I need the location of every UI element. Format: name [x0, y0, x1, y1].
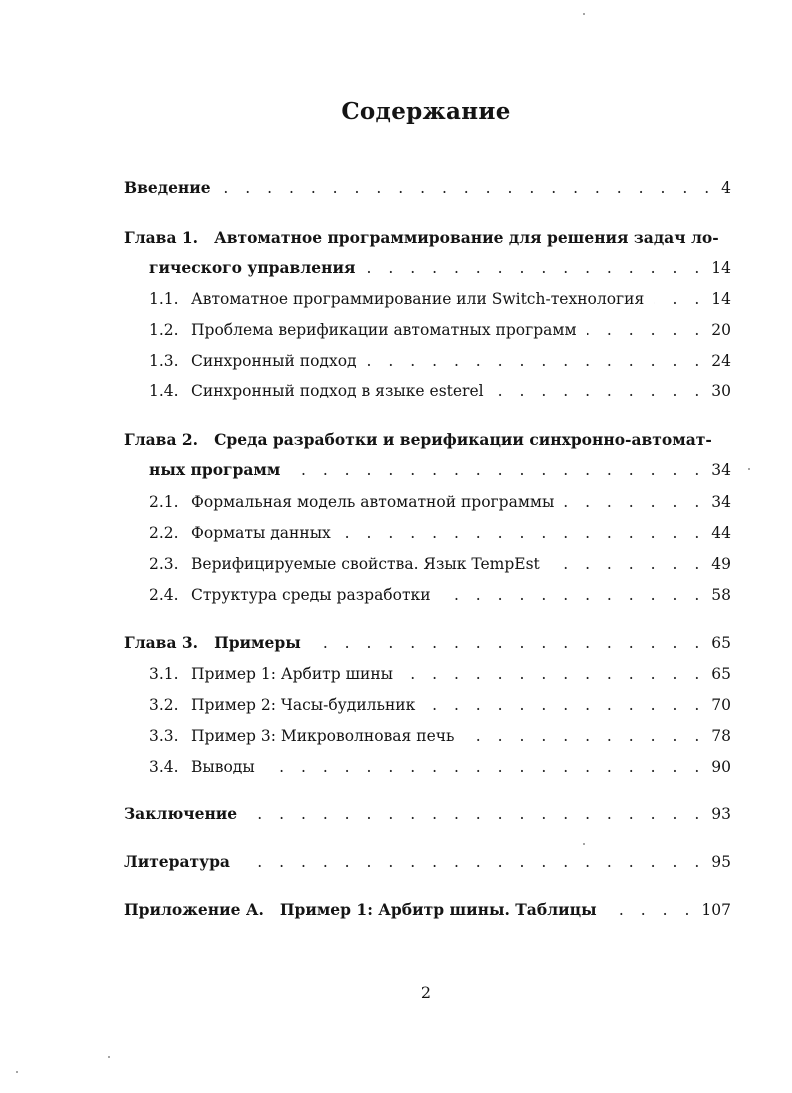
toc-section	[149, 584, 731, 606]
toc-section	[149, 380, 731, 402]
section-label: Верифицируемые свойства. Язык TempEst	[191, 555, 540, 573]
toc-entry-page: 4	[721, 179, 731, 197]
toc-chapter-1-heading	[124, 227, 731, 249]
scan-speck	[583, 843, 585, 845]
leader-dots	[550, 553, 705, 575]
section-page: 14	[711, 290, 731, 308]
chapter-title: Примеры	[214, 633, 301, 652]
leader-dots	[311, 632, 706, 654]
leader-dots	[265, 756, 706, 778]
section-page: 70	[711, 696, 731, 714]
section-page: 24	[711, 352, 731, 370]
leader-dots	[221, 177, 715, 199]
leader-dots	[441, 584, 706, 606]
toc-entry-conclusion	[124, 803, 731, 825]
toc-entry-intro	[124, 177, 731, 199]
section-number: 2.1.	[149, 493, 179, 511]
chapter-title-line1: Среда разработки и верификации синхронно-автомат-	[214, 430, 712, 449]
leader-dots	[290, 459, 705, 481]
section-page: 30	[711, 382, 731, 400]
page-number: 2	[420, 983, 432, 1002]
toc-entry-label: Литература	[124, 852, 230, 871]
toc-section	[149, 319, 731, 341]
section-label: Выводы	[191, 758, 255, 776]
scan-speck	[583, 13, 585, 15]
toc-section	[149, 553, 731, 575]
toc-entry-appendix-a	[124, 899, 731, 921]
toc-entry-page: 95	[711, 853, 731, 871]
toc-entry-page: 65	[711, 634, 731, 652]
leader-dots	[240, 851, 705, 873]
toc-entry-label: Заключение	[124, 804, 238, 823]
section-label: Автоматное программирование или Switch-технология	[191, 290, 645, 308]
appendix-number: Приложение А.	[124, 900, 264, 919]
section-number: 1.3.	[149, 352, 179, 370]
section-number: 3.2.	[149, 696, 179, 714]
toc-chapter-2-line2	[149, 459, 731, 481]
section-number: 2.2.	[149, 524, 179, 542]
section-label: Структура среды разработки	[191, 586, 431, 604]
section-number: 3.4.	[149, 758, 179, 776]
leader-dots	[341, 522, 705, 544]
leader-dots	[564, 491, 705, 513]
toc-section	[149, 725, 731, 747]
section-number: 1.4.	[149, 382, 179, 400]
leader-dots	[607, 899, 696, 921]
toc-section	[149, 288, 731, 310]
scan-speck	[16, 1071, 18, 1073]
leader-dots	[365, 257, 705, 279]
toc-section	[149, 522, 731, 544]
toc-entry-page: 34	[711, 461, 731, 479]
toc-entry-page: 107	[701, 901, 731, 919]
toc-chapter-2-heading	[124, 429, 731, 451]
toc-section	[149, 694, 731, 716]
section-label: Форматы данных	[191, 524, 331, 542]
toc-entry-label: Пример 1: Арбитр шины. Таблицы	[279, 900, 597, 919]
section-number: 1.1.	[149, 290, 179, 308]
section-page: 65	[711, 665, 731, 683]
section-label: Синхронный подход в языке esterel	[191, 382, 484, 400]
leader-dots	[403, 663, 705, 685]
section-page: 49	[711, 555, 731, 573]
chapter-title-line2: гического управления	[149, 258, 356, 277]
section-number: 3.3.	[149, 727, 179, 745]
section-number: 1.2.	[149, 321, 179, 339]
toc-entry-literature	[124, 851, 731, 873]
toc-section	[149, 756, 731, 778]
section-label: Пример 2: Часы-будильник	[191, 696, 416, 714]
section-page: 20	[711, 321, 731, 339]
page-title: Содержание	[341, 98, 511, 125]
section-page: 44	[711, 524, 731, 542]
section-page: 58	[711, 586, 731, 604]
chapter-number: Глава 1.	[124, 228, 199, 247]
chapter-number: Глава 2.	[124, 430, 199, 449]
leader-dots	[247, 803, 705, 825]
section-label: Проблема верификации автоматных программ	[191, 321, 577, 339]
toc-entry-page: 14	[711, 259, 731, 277]
section-label: Формальная модель автоматной программы	[191, 493, 555, 511]
leader-dots	[494, 380, 706, 402]
section-number: 2.4.	[149, 586, 179, 604]
section-page: 34	[711, 493, 731, 511]
section-label: Пример 1: Арбитр шины	[191, 665, 394, 683]
toc-section	[149, 350, 731, 372]
leader-dots	[367, 350, 706, 372]
section-number: 3.1.	[149, 665, 179, 683]
chapter-title-line2: ных программ	[149, 460, 281, 479]
toc-section	[149, 663, 731, 685]
scan-speck	[108, 1056, 110, 1058]
toc-entry-page: 93	[711, 805, 731, 823]
toc-section	[149, 491, 731, 513]
section-page: 90	[711, 758, 731, 776]
leader-dots	[587, 319, 706, 341]
leader-dots	[425, 694, 705, 716]
section-label: Синхронный подход	[191, 352, 357, 370]
leader-dots	[654, 288, 705, 310]
section-label: Пример 3: Микроволновая печь	[191, 727, 455, 745]
section-page: 78	[711, 727, 731, 745]
scan-speck	[748, 468, 750, 470]
toc-entry-label: Введение	[124, 178, 211, 197]
toc-chapter-3	[124, 632, 731, 654]
leader-dots	[464, 725, 705, 747]
chapter-title-line1: Автоматное программирование для решения задач ло-	[214, 228, 719, 247]
section-number: 2.3.	[149, 555, 179, 573]
toc-chapter-1-line2	[149, 257, 731, 279]
chapter-number: Глава 3.	[124, 633, 199, 652]
